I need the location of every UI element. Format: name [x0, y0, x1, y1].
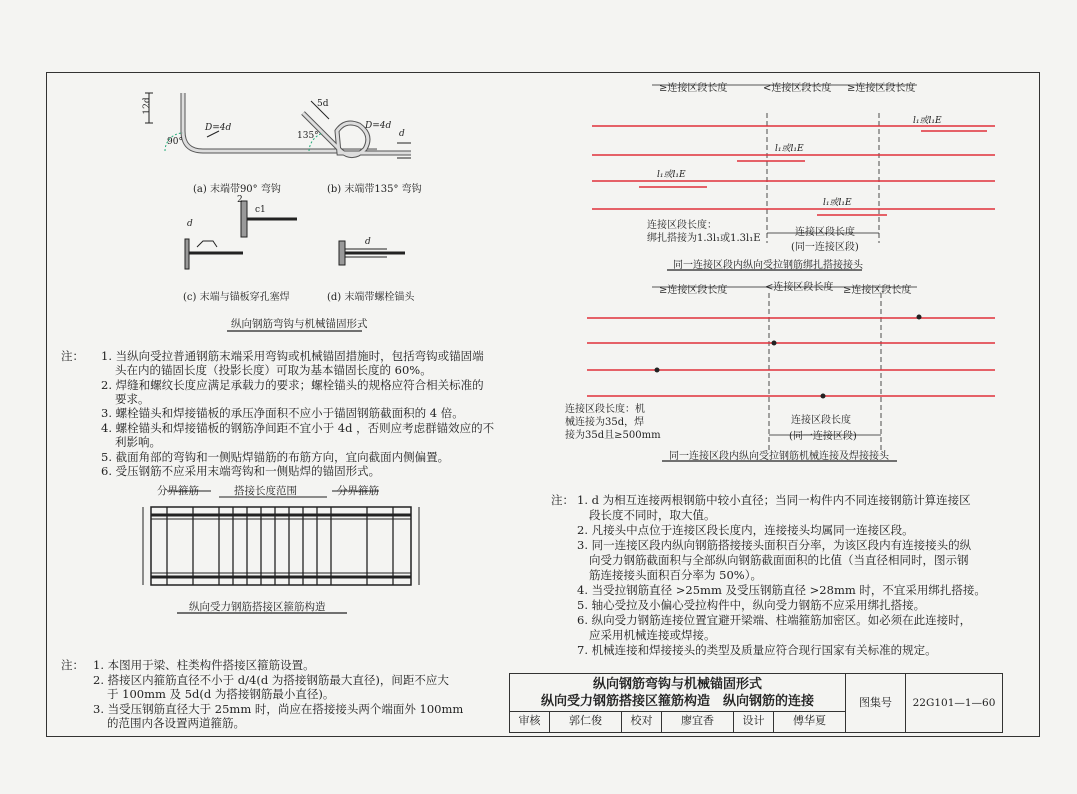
notes3-item: 2. 搭接区内箍筋直径不小于 d/4(d 为搭接钢筋最大直径)，间距不应大 [93, 673, 449, 687]
review-label: 审核 [510, 711, 550, 732]
design-label: 设计 [734, 711, 774, 732]
label-d-d: d [365, 237, 371, 247]
notes2-item: 7. 机械连接和焊接接头的类型及质量应符合现行国家有关标准的规定。 [577, 643, 937, 657]
fig4-left-note: 连接区段长度：机 [565, 404, 645, 415]
notes1-item: 6. 受压钢筋不应采用末端弯钩和一侧贴焊的锚固形式。 [101, 464, 381, 478]
design-name: 傅华夏 [774, 711, 846, 732]
title-line-2: 纵向受力钢筋搭接区箍筋构造 纵向钢筋的连接 [540, 694, 814, 709]
label-d4d-a: D=4d [205, 123, 232, 133]
notes2-item: 4. 当受拉钢筋直径 >25mm 及受压钢筋直径 >28mm 时，不宜采用绑扎搭接。 [577, 583, 986, 597]
fig2-dim2: <连接区段长度 [763, 83, 832, 94]
notes1-prefix: 注： [61, 349, 84, 363]
check-name: 廖宜香 [662, 711, 734, 732]
label-d-a: d [399, 129, 405, 139]
fig2-left-note: 绑扎搭接为1.3l₁或1.3l₁E [647, 233, 761, 244]
fig4-left-note: 械连接为35d，焊 [565, 417, 645, 428]
check-label: 校对 [622, 711, 662, 732]
notes2-item: 筋连接接头面积百分率为 50%）。 [589, 568, 762, 582]
fig1-title: 纵向钢筋弯钩与机械锚固形式 [231, 318, 368, 330]
fig4-dim1: ≥连接区段长度 [659, 285, 728, 296]
notes2-prefix: 注： [551, 493, 574, 507]
fig4-left-note: 接为35d且≥500mm [565, 430, 661, 441]
fig2-title: 同一连接区段内纵向受拉钢筋绑扎搭接接头 [673, 260, 863, 271]
notes1-item: 头在内的锚固长度（投影长度）可取为基本锚固长度的 60%。 [115, 363, 432, 377]
notes2-item: 3. 同一连接区段内纵向钢筋搭接接头面积百分率，为该区段内有连接接头的纵 [577, 538, 972, 552]
notes1-item: 1. 当纵向受拉普通钢筋末端采用弯钩或机械锚固措施时，包括弯钩或锚固端 [101, 349, 484, 363]
notes3-item: 于 100mm 及 5d(d 为搭接钢筋最小直径)。 [107, 687, 335, 701]
title-block-title [510, 674, 846, 712]
fig4-dim3: ≥连接区段长度 [843, 285, 912, 296]
anchor-plate-figure [185, 201, 297, 269]
notes2-item: 5. 轴心受拉及小偏心受拉构件中，纵向受力钢筋不应采用绑扎搭接。 [577, 598, 926, 612]
notes1-item: 利影响。 [115, 435, 161, 449]
caption-a: (a) 末端带90° 弯钩 [193, 184, 281, 195]
fig2-zone-sub: (同一连接区段) [791, 242, 859, 253]
label-d-c: d [187, 219, 193, 229]
notes3-item: 1. 本图用于梁、柱类构件搭接区箍筋设置。 [93, 658, 315, 672]
title-block [509, 673, 1003, 733]
label-135: 135° [297, 131, 319, 141]
atlas-number: 22G101—1—60 [912, 697, 996, 709]
notes1-item: 5. 截面角部的弯钩和一侧贴焊锚筋的布筋方向，宜向截面内侧偏置。 [101, 450, 450, 464]
fig2-left-note: 连接区段长度： [647, 220, 717, 231]
notes1-item: 3. 螺栓锚头和焊接锚板的承压净面积不应小于锚固钢筋截面积的 4 倍。 [101, 406, 464, 420]
review-name: 郭仁俊 [550, 711, 622, 732]
fig2-lap-label: l₁或l₁E [913, 116, 942, 126]
notes2-item: 段长度不同时，取大值。 [589, 508, 716, 522]
fig2-zone-label: 连接区段长度 [795, 227, 855, 238]
label-d4d-b: D=4d [365, 121, 392, 131]
notes1-item: 4. 螺栓锚头和焊接锚板的钢筋净间距不宜小于 4d ，否则应考虑群锚效应的不 [101, 421, 495, 435]
fig3-title: 纵向受力钢筋搭接区箍筋构造 [189, 601, 326, 613]
lap-stirrup-figure [143, 491, 419, 585]
notes2-item: 应采用机械连接或焊接。 [589, 628, 716, 642]
notes2-item: 2. 凡接头中点位于连接区段长度内，连接接头均属同一连接区段。 [577, 523, 914, 537]
label-5d: 5d [317, 99, 329, 109]
fig4-dim2: <连接区段长度 [765, 282, 834, 293]
fig2-lap-label: l₁或l₁E [775, 144, 804, 154]
drawing-sheet [46, 72, 1040, 737]
fig4-title: 同一连接区段内纵向受拉钢筋机械连接及焊接接头 [669, 451, 889, 462]
fig2-lap-label: l₁或l₁E [823, 198, 852, 208]
fig3-mid-label: 搭接长度范围 [234, 485, 297, 497]
notes2-item: 向受力钢筋截面积与全部纵向钢筋截面面积的比值（当直径相同时，图示钢 [589, 553, 969, 567]
fig4-zone-sub: (同一连接区段) [789, 431, 857, 442]
caption-c: (c) 末端与锚板穿孔塞焊 [183, 292, 290, 303]
bolt-head-figure [339, 241, 405, 265]
fig4-zone-label: 连接区段长度 [791, 415, 851, 426]
label-2: 2 [237, 195, 243, 205]
notes3-item: 3. 当受压钢筋直径大于 25mm 时，尚应在搭接接头两个端面外 100mm [93, 702, 464, 716]
fig2-lap-label: l₁或l₁E [657, 170, 686, 180]
fig3-right-label: 分界箍筋 [337, 485, 379, 497]
notes1-item: 要求。 [115, 392, 150, 406]
fig2-dim3: ≥连接区段长度 [847, 83, 916, 94]
label-c1: c1 [255, 205, 266, 215]
notes1-item: 2. 焊缝和螺纹长度应满足承载力的要求；螺栓锚头的规格应符合相关标准的 [101, 378, 484, 392]
notes3-prefix: 注： [61, 658, 84, 672]
notes2-item: 1. d 为相互连接两根钢筋中较小直径；当同一构件内不同连接钢筋计算连接区 [577, 493, 971, 507]
caption-b: (b) 末端带135° 弯钩 [327, 184, 422, 195]
label-90: 90° [167, 137, 183, 147]
atlas-label: 图集号 [846, 674, 906, 732]
notes3-item: 的范围内各设置两道箍筋。 [107, 716, 245, 730]
title-line-1: 纵向钢筋弯钩与机械锚固形式 [592, 677, 762, 692]
hook-135-figure [303, 101, 411, 156]
fig2-dim1: ≥连接区段长度 [659, 83, 728, 94]
caption-d: (d) 末端带螺栓锚头 [327, 292, 415, 303]
notes2-item: 6. 纵向受力钢筋连接位置宜避开梁端、柱端箍筋加密区。如必须在此连接时， [577, 613, 972, 627]
fig3-left-label: 分界箍筋 [157, 485, 199, 497]
label-12d: 12d [142, 97, 153, 115]
